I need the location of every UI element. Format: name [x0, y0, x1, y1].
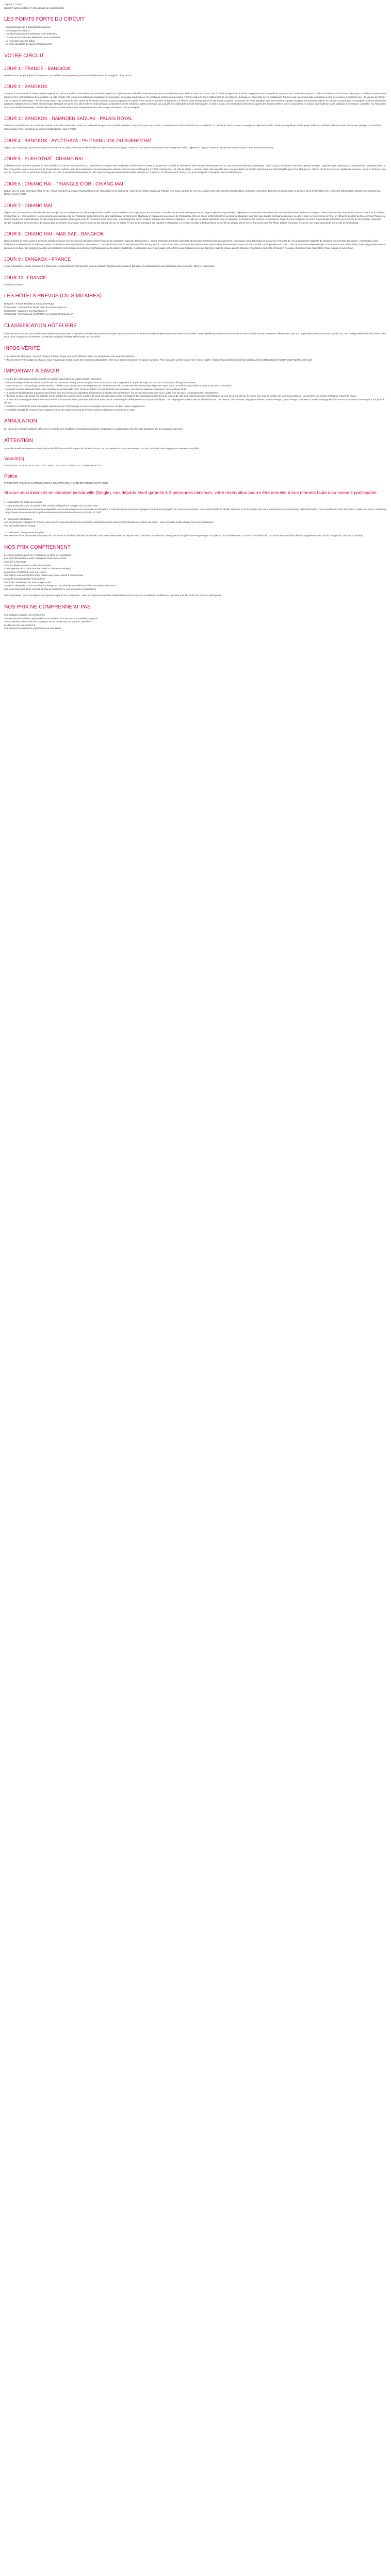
- highlights-title: LES POINTS FORTS DU CIRCUIT: [4, 16, 85, 23]
- list-item: Les assurances assistance rapatriement et annulation: [4, 627, 61, 630]
- list-item: * Selon les normes internationales, votre chambre sera disponible entre 12h30 et 14h00. En cas d'arrivée plus matinale, vous devrez patienter ainsi qu'en cas de départ tardif.: [4, 387, 187, 391]
- vaccines-title: Vaccin(s): [4, 456, 24, 462]
- list-item: Les taxes d'aéroport et de sécurité et frais de dossier (à ce jour et sujets à modification): [4, 587, 96, 590]
- included-list: [4, 554, 387, 591]
- optional-excursions-link[interactable]: Voir ees l'affichette du Produit: [4, 524, 36, 528]
- single-room-notice: Si vous vous inscrivez en chambre individuelle (Single), nos départs étant garantis à 2 personnes minimum, votre réservation pourra être annulée à tout moment faute d'au moins 2 participants.: [4, 490, 378, 496]
- list-item: Une nuit en train couchettes 2ème classe avec panier-repas à bord du train: [4, 574, 84, 577]
- list-item: - Les sites historiques d'Ayutthaya et de Sukhothaï: [4, 32, 57, 36]
- list-item: - La rencontre avec les tribus: [4, 39, 35, 42]
- list-item: * Le dossiers Thaïlandaises trouveront seulement qu'a leur lecture de cigarettes par personne à l'entrée de leur territoire. En déclaré plus risque de vous couter cher. De plus, les douanes les requalifieront.: [4, 391, 219, 394]
- day-2-text: Services à bord. Arrivée à l'aéroport de Bangkok, accueil et transfert à votre hôtel pour installation (selon la réglementation hôtelière internationale, votre chambre sera disponible à partir de 14h00). Nuit à l'hôtel. Bangkok est à la fois une province et la capitale du royaume de Thaïlande comptant 7 millions d'habitants intra-muros, alors que 14 millions de personnes habitent l'aire métropolitaine de la capitale. La ville compte 400 temples bouddhiques somptueux et fascinants, des palais magnifiques, de nombreux centres commerciaux n'ont les visiteurs par le raffinement de ses danses classiques et son mode de vie traditionnel. Rien ne vaut une promenade en bateau le long des canaux temporaires de « la Venise de l'Orient » et du fleuve Chao Phraya, « le Fleuve des Rois » qui traverse la ville, avant de se rendre dans les canaux adjacents et d'admirer les anciens quartiers de Bangkok. Le Fleuve Chao Phraya divise la ville en deux parties : d'une part, le vieux Bangkok avec ses temples et palais d'origine, les quartiers indiens et chinois et d'autre part, le Bangkok moderne abritant les quartiers d'affaires et les centres commerciaux. Bangkok est ainsi une ville moderne et dynamique, surplombée par de nombreux gratte-ciels mais qui a gardé une indéniable identité thaïlandaise : la ville a connu une formidable croissance à partir des années 1960 et exerce aujourd'hui un impact significatif sur la vie politique, économique, culturelle, sur l'éducation et sur les médias thaïlandais. Peu de villes dans le monde enflamment l'imagination avec des images exotiques comme Bangkok.: [4, 92, 387, 109]
- exit-authorisation: [4, 501, 387, 514]
- list-item: L'accueil à l'aéroport: [4, 561, 26, 563]
- day-2-title: JOUR 2 : BANGKOK: [4, 84, 48, 90]
- list-item: Tous les déplacements en véhicule climatisé: [4, 564, 51, 567]
- list-item: * Départ sur vol direct de Paris à Bangkok seulement avec Thaï Airways ou autre compagnie assurant un vol direct (avec supplément).: [4, 404, 145, 408]
- list-item: - Des étapes en hôtels 4*: [4, 29, 31, 32]
- day-3-title: JOUR 3 : BANGKOK - DAMNOEN SADUAK - PALAIS ROYAL: [4, 116, 133, 122]
- hotels-list: [4, 302, 387, 316]
- day-1-text: Rendez-vous des participants à l'aéroport. Formalités d'embarquement puis envol à destination de Bangkok. Dîner et nuit.: [4, 74, 132, 77]
- day-7-title: JOUR 7 : CHIANG MAI: [4, 203, 53, 209]
- day-9-title: JOUR 9 : BANGKOK - FRANCE: [4, 257, 71, 262]
- list-item: Bangkok : Theatre Residence ou Siam Heritage: [4, 302, 55, 306]
- exit-authorisation-line: - L'autorisation de sortie du territoire des mineurs obligatoire à compter du 15 janvier 2017: [4, 504, 99, 507]
- infos-list: [4, 355, 387, 362]
- day-3-text: Visite du marché flottant de Damnoen Saduak, vous découvrirez les canaux au milieu de barques aux activités multiples. Temps libre pour les achats. Continuation sur Nakhon Pathom et son chédi (127 mètres de haut). Retour à Bangkok et déjeuner en ville. Visite du magnifique Palais Royal, édifice bouddhiste abritant le Wat Phra Kaew (Temple du Bouddha d'émeraude). Dîner-spectacle de danses thaïlandaises. Nuit à l'hôtel.: [4, 124, 381, 130]
- day-10-text: Arrivée en France.: [4, 283, 24, 286]
- classification-text: Il instruite pas à ce jour de classification hôtelière internationale. Le système d'étoiles est purement français. Nous avons donc évalué de manière indépendante notre sélection d'hôtels. Notre classification issue forme d'étoiles est donc basée sur les prestations offertes ainsi que sur l'appréciation de notre service qualité. En cas d'indisponibilité dans les hôtels cités nous nous chargerons de réserver un hôtel de catégorie similaire sélectionné par nos soins.: [4, 332, 386, 338]
- list-item: * L'ordre des visites pourrait être inversé ou modifié mais toutes les visites seront respectées.: [4, 378, 102, 381]
- day-4-title: JOUR 4 : BANGKOK - AYUTTHAYA - PHITSANULOK OU SUKHOTHAÏ: [4, 138, 152, 143]
- annulation-title: ANNULATION: [4, 418, 37, 425]
- list-item: * Le nom de la compagnie aérienne et les horaires sont donnés à titre purement indicatif et vous seront communiqués définitivement 8 à 8 jours du départ. Les compagnies opérant vers la Thaïlande sont : Air France, Thaï Airways, Singapore Airlines, Etihad Airways, Qatar Airways, Emirates ou autres compagnies dont le nom vous sera communiqué 8 à 8 jours du départ.: [4, 398, 385, 404]
- exit-authorisation-details[interactable]: - Suite à des situations qui nous ont été signalées, lire ce téléchargement ou actualise le formulaire. Il a été demandé au mineur voyageant seul ou accompagné d'un seul de ses parents, une copie du livret de famille. Même si ce lui le présent pas, nous vous devons de vous donner cette information. Pour accéder à la fiche descriptive, cliquer sur le lien ci-dessous : https://www.clintotalumonde.biz/pdf/Autorisation-sortie-territoire-mineurs-VOEF-151017.pdf: [4, 507, 386, 514]
- list-item: * Possibilité départs de Province avec supplément. Le pré-acheminement de Province pourra s'effectuer en avion ou en train.: [4, 408, 136, 411]
- police-title: Police: [4, 473, 18, 479]
- included-note: Note importante : tous nos départs sont garantis à partir de 2 personnes , votre inscription en chambre individuelle est donc soumise à certaines conditions et peut être annulée faute d'au moins 2 participants.: [4, 594, 222, 597]
- attention-text: Nous déconseillons vivement toute location de véhicule motorisé auprès des loueurs locaux car ces derniers ne sont pas assurés. En cas d'accident nous dégageons toute responsabilité.: [4, 447, 200, 450]
- train-notice-heading: 3 - Train entre Chiang Mai et Bangkok: [4, 531, 44, 534]
- important-title: IMPORTANT À SAVOIR: [4, 368, 60, 375]
- classification-title: CLASSIFICATION HÔTELIÈRE: [4, 323, 77, 329]
- day-7-text: Départ pour l'ascension et visite du très beau temple de Doi Suthep, sur la colline surplombant la ville. Vous accéderez à la pagode par 306 marches. L'escalier est encadré de serpents et de dragons géants en porcelaine. Déjeuner et continuation des visites des centres d'artisanats de bois et d'argent. Dîner Kantoke avec danses des tribus du Nord. Nuit à l'hôtel. Chiang Mai, la « rose du Nord » est la seconde plus grande ville de Thaïlande, culturellement la plus significative du Nord de la Thaïlande et capitale de la province de Chiang Mai. Elle est située à 800 kilomètres au Nord de Bangkok, parmi les plus hautes montagnes du pays. La ville a situé sur les rives de la Ping, un affluent important du fleuve Chao Phraya. La cité fut fondée par le Roi Mengrai de son importante situation stratégique près de l'ancienne route de la soie, et sa longtemps essort trafique moderne des visiteurs étrangers. La ville est un centre important pour un artisanat, les tentures, les poteries, les parfumier l'argent et les sculptures sur bois. Sa principale attraction est le temple du Doi Suthep : principal temple bouddhiste de la province de Chiang Mai. Le temple est désigné sous le nom de Doi Suthep qui est en réalité le nom de la montagne sur laquelle il est localisé. Le temple est situé à 15 kilomètres de la ville de Chiang Mai et est un site sacré pour les Thaïs. Depuis le temple, il y a une vue impressionnante sur la ville de Chiang Mai.: [4, 211, 385, 224]
- list-item: - Le dîner-spectacle de danses traditionnelles: [4, 43, 52, 46]
- list-item: Les excursions et visites optionnelles et facultatives qui vous seront proposées sur place: [4, 617, 97, 620]
- optional-excursions-text: Afin de préserver le budget de chacun, nous n'avons pas inclus toutes les excursions disponibles, elles vous seront proposées en option sur place... pour consulter la liste cliquez sur le lien ci-dessous :: [4, 521, 215, 524]
- day-6-text: Départ pour la visite des tribus Akha et Yao : tribus primitives qui vivent essentiellement de l'agriculture et de l'artisanat. Visite de la célèbre région du Triangle d'Or mieux langue de terre aux confins des trois frontières thaïlandaise, laotienne et birmane. Déjeuner et promenade en pirogue sur la rivière Mae Kok : visite des tribus Karen. Départ pour Chiang Mai. Dîner et nuit à l'hôtel.: [4, 189, 381, 196]
- day-8-text: Deux activités au choix avant le déjeuner. Départ commun vers le Nord sur de belles routes bordées de végétation tropicale. Découverte 1 : Camp d'entraînement des éléphants et spectacle du travail des pachydermes, votre guide vous dépeindra de découvrir à l'univers de ces mastodontes capables de dessiner et de peindre (en option : promenade à dos d'éléphant et descente de la rivière en radeau de bambou avec supplément). Découverte 2 : Temple de Wat Banm Den (Wat Dernière Muang Koon).Construit en 1894, ce temple est situé sur une petite colline plantée de nombreux arbres « Sakes » d'où provient son nom. C'est un très beau temple de style Thaï et Lanna avec des chédis dorés, de grandes statues de moines en bois, des serpents géants, ses sculptures représentent des animaux mythologiques de la culture bouddhiste. Continuation avec votre guide vers la ferme aux Orchidées où vous attend la route de groupe pour le déjeuner. Fin d'après-midi libre et transfert à la gare. Départ en train couchettes. Panier-repas et nuit à bord.: [4, 240, 386, 249]
- trip-stay: Circuit 7 nuits en hôtels 4*, Mini groupe de 8 participants.: [4, 6, 64, 9]
- day-9-text: Arrivé à Bangkok le matin et transfert à l'hôtel pour le petit déjeuner. Temps libre jusqu'au départ. Transfert à l'aéroport de Bangkok et embarquement pour décollage pour la France. Dîner et nuit à bord.: [4, 265, 215, 268]
- hotels-title: LES HÔTELS PRÉVUS (OU SIMILAIRES): [4, 293, 102, 299]
- list-item: L'hébergement de 6 nuits dans les hôtels 4* cités (ou similaires): [4, 567, 71, 570]
- list-item: * Afin de préserver le budget de chacun, nous n'avons pas inclus toutes les excursions disponibles, elles vous seront proposées en option sur place. Pour consulter la liste cliquez sur le lien ci-après : https://www.clintotalumonde.biz /pdf/Excursion%20facultatives%2019%20de%2020112017.pdf: [4, 358, 312, 361]
- list-item: Le guide accompagnateur francophone: [4, 577, 45, 580]
- list-item: Les vols internationaux Paris / Bangkok / Paris avec escale: [4, 557, 67, 560]
- list-item: * En cas d'indisponibilité de places dans le train de nuit entre Chiang Mai et Bangkok, nous assurerons, sans supplément de prix, le trajet par bus VIP confort avec vidange couchettes.: [4, 381, 197, 384]
- exit-authorisation-heading: 1 - Autorisation de sortie du territoire: [4, 501, 43, 504]
- attention-title: ATTENTION: [4, 437, 33, 444]
- infos-title: INFOS VÉRITÉ: [4, 345, 40, 351]
- travel-document: [0, 0, 391, 639]
- list-item: - Un petit groupe de 8 participants maximum: [4, 26, 51, 29]
- day-1-title: JOUR 1 : FRANCE - BANGKOK: [4, 65, 71, 71]
- list-item: - La visite de la ferme aux éléphants et aux orchidées: [4, 36, 60, 39]
- day-8-title: JOUR 8 : CHIANG MAI - MAE SAE - BANGKOK: [4, 231, 104, 237]
- itinerary-title: VOTRE CIRCUIT: [4, 53, 44, 59]
- train-notice: [4, 531, 387, 538]
- excluded-title: NOS PRIX NE COMPRENNENT PAS: [4, 604, 91, 610]
- list-item: * Les visites du 3ème jour : Marché Flottant et Palais Royal pourront s'effectuer selon les programme suivi avant respectées.: [4, 354, 135, 358]
- list-item: Chiang Rai : Wiang Inn ou Khamthana 4*: [4, 309, 48, 312]
- important-list: [4, 378, 387, 412]
- list-item: Le circuit garanti à partir de 2 personnes et limité à 8 passagers: [4, 553, 71, 556]
- list-item: Les pourboires (à titre indicatif 5 € par jour et par personne pour guide et chauffeur): [4, 620, 92, 623]
- day-6-title: JOUR 6 : CHIANG RAI - TRIANGLE D'OR - CHIANG MAI: [4, 181, 123, 187]
- day-4-text: Départ pour Ayutthaya, ancienne capitale du Royaume du Siam. Visite de la ville fondée en 1350, le Wat Yai Sunphet, fondé au XIVe siècle situé le plus beau temple de la ville. Déjeuner à Lopburi. Visite du Temple de San Phra Kan. Dîner et nuit Phitsanulok.: [4, 146, 274, 149]
- police-text: PASSEPORT VALABLE AU MOINS 6 MOIS A COMPTER DE LA DATE DE RETOUR EN FRANCE: [4, 481, 108, 484]
- annulation-text: En raison des voltiges tarifaires utilisé sur ce produit, des conditions d'annulation spéciales s'appliquent, en adéquation avec les frais appliqués par la compagnie aérienne.: [4, 428, 184, 431]
- train-notice-text: Des services de fer thaïlandais manquent de couchettes à certaines périodes de l'année. Dans cette éventualité, le trajet en train couchette de nuit entre Chiang Mai et Bangkok sera remplacé par un trajet en bus climatisé avec un arrêt à mi-chemin afin de dormir dans un hôtel (dîner et supplément sera pris en charge par Clintours du Monde).: [4, 534, 364, 537]
- list-item: Les boissons et repas non mentionnés: [4, 613, 45, 616]
- list-item: Chiang Mai : The Empress ou Winktree ou Furama Chiang Mai 4*: [4, 313, 73, 316]
- optional-excursions: [4, 518, 387, 528]
- list-item: Les droits d'entrée sur les sites et spectacles: [4, 581, 52, 584]
- day-5-title: JOUR 5 : SUKHOTHAÏ - CHIANG RAI: [4, 156, 83, 162]
- list-item: Le déjeuner du jour numéro 9: [4, 623, 36, 626]
- optional-excursions-heading: 2 - Excursions facultatives: [4, 517, 32, 520]
- day-5-text: Sukhothaï est la première capitale du Siam fondée en 1238 et marquant l'ère au règne khmer d'Angkor Wat. Sukhothaï a été inscrite en 1991 au patrimoine mondial de l'humanité. Elle est plus célèbre pour son art que pour ses réalisations politiques. Visite du parc historique et de ses superbes temples. Déjeuner puis départ pour Chiang Rai via Lampang Visite du Wat Rong Khun, connu sous le nom de Temple Blanc. Arrêt et visite d'une plantation d'ananas (selon la saison). Dîner et nuit à Chiang Rai à l'hôtel. Chiang Rai, « la Ville des Rois », est une petite ville agréable avec une population de 65 000 personnes. La cité fut fondée par le Roi Mengrai en 1262 et devint la première capitale du royaume Lanna en 1262 et reste encore un petit crédit au profil de Chiang Mai. En 1432, le Bouddha d'Émeraude, le plus important représentation de Bouddha vénérée en Thaïlande, fut découverte à Chiang Rai, puis transporté à Bangkok dans le Palais Royal.: [4, 164, 386, 174]
- vaccines-text: VISA POUR UN SEJOUR < A 30 J. VACCINS ET AUTRES CONSULTEZ VOTRE MEDECIN: [4, 464, 102, 467]
- trip-duration: 10 jours / 7 nuits: [4, 3, 22, 6]
- list-item: La mise à disposition d'une chambre à partager en cas d'inscription tarifé le jour de votre départ en France: [4, 584, 116, 587]
- excluded-list: [4, 614, 387, 631]
- list-item: Phitsanulok : Pasion Plaza Royal Park ou Amarin Lagoon 4*: [4, 306, 68, 309]
- list-item: * Dans le cas d'un retour pilage, à votre arrivée, l'hôtelier vous demandera une empreinte de carte bancaire afin de sécuriser les éventuelles dépenses extra. Vous ne subirez aucun débit si vous n'avez rien consommé.: [4, 384, 232, 387]
- day-10-title: JOUR 10 : FRANCE: [4, 275, 46, 280]
- included-title: NOS PRIX COMPRENNENT: [4, 544, 71, 550]
- list-item: La pension complète du jour 3 au jour 8: [4, 570, 46, 573]
- list-item: * Attention, la durée du séjour est calculée sur le nombre de nuits et non le nombre de jours qui peut varier selon les horaires des compagnies aériennes de jour ou de nuit. Les vols retour peuvent s'effectuer de jour avec une arrivée le même jour mais le nombre de nuits sera respecté. La dernière nuit pourra s'effectuer à bord de l'avion.: [4, 395, 357, 398]
- highlights-list: [4, 26, 387, 46]
